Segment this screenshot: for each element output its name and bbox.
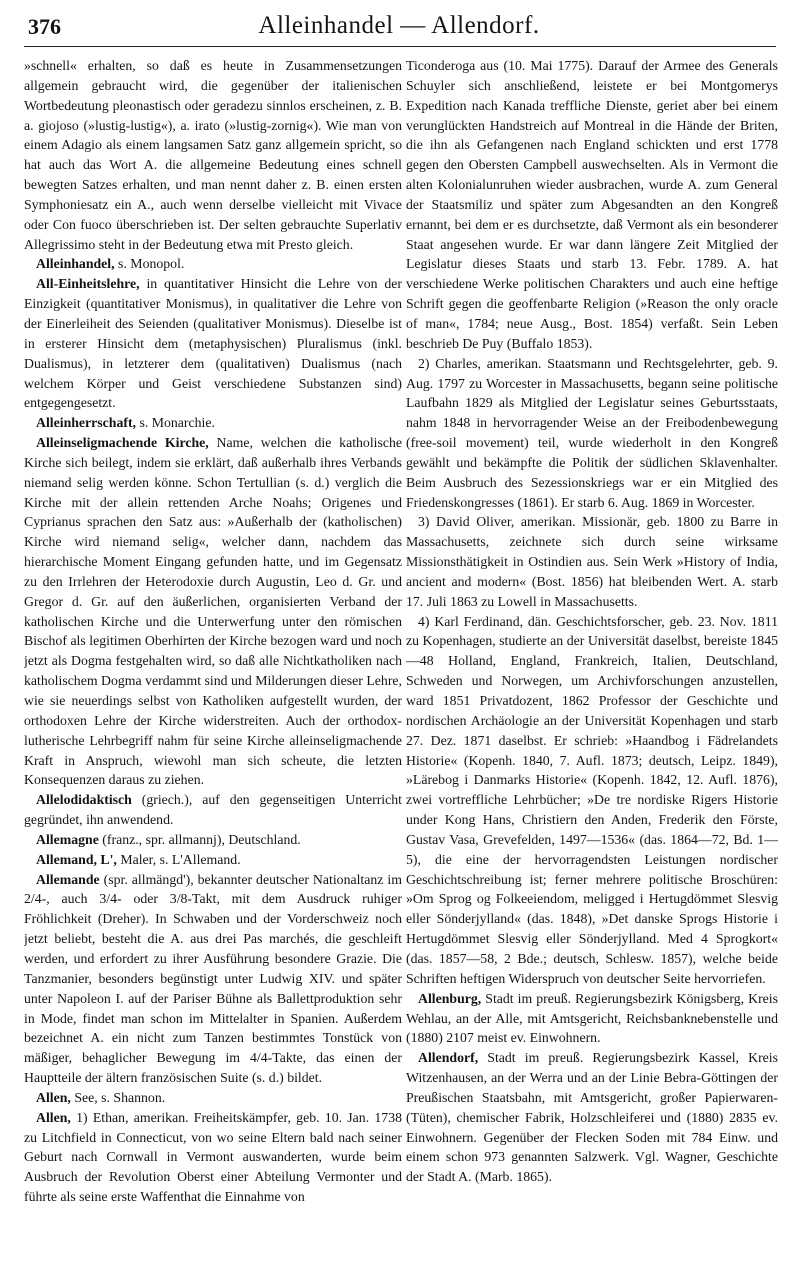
headword: Allelodidaktisch	[36, 792, 132, 808]
headword: Allen,	[36, 1109, 71, 1125]
entry-allelodidaktisch: Allelodidaktisch (griech.), auf den gegenseitigen Unterricht gegründet, ihn anwendend.	[24, 792, 402, 828]
page-number: 376	[28, 14, 61, 39]
entry-continuation: Ticonderoga aus (10. Mai 1775). Darauf der Armee des Generals Schuyler sich anschließend, leistete er bei Montgomerys Expedition nach Kanada treffliche Dienste, geriet aber bei einem verunglückten Handstreich auf Montreal in die Hände der Briten, die ihn als Gefangenen nach England schickten und erst 1778 gegen den Obersten Campbell auswechselten. Als in Vermont die alten Kolonialunruhen wieder ausbrachen, wurde A. zum General der Staatsmiliz und später zum Abgesandten an den Kongreß ernannt, bei dem er es durchsetzte, daß Vermont als ein besonderer Staat angesehen wurde. Er war dann längere Zeit Mitglied der Legislatur dieses Staats und starb 13. Febr. 1789. A. hat verschiedene Werke politischen Charakters und auch eine heftige Schrift gegen die geoffenbarte Religion (»Reason the only oracle of man«, 1784; neue Ausg., Bost. 1854) verfaßt. Sein Leben beschrieb De Puy (Buffalo 1853).	[406, 58, 778, 351]
headword: Alleinherrschaft,	[36, 415, 137, 431]
entry-allemande: Allemande (spr. allmängd'), bekannter deutscher Nationaltanz im 2/4-, auch 3/4- oder 3/8-Takt, mit dem Ausdruck ruhiger Fröhlichkeit (Dreher). In Schwaben und der Vorderschweiz noch jetzt beliebt, besteht die A. aus drei Pas marchés, die geschleift werden, und erfordert zu ihrer Ausführung besondere Grazie. Die Tanzmanier, besonders begünstigt unter Ludwig XIV. und später unter Napoleon I. auf der Pariser Bühne als Ballettproduktion sehr in Mode, findet man schon im Mittelalter in Spanien. Außerdem bezeichnet A. ein nicht zum Tanzen bestimmtes Tonstück von mäßiger, behaglicher Bewegung im 4/4-Takte, das einen der Hauptteile der ältern französischen Suite (s. d.) bildet.	[24, 871, 402, 1086]
headword: Allen,	[36, 1089, 71, 1105]
headword: All-Einheitslehre,	[36, 276, 140, 292]
entry-allen-karl-ferdinand: 4) Karl Ferdinand, dän. Geschichtsforscher, geb. 23. Nov. 1811 zu Kopenhagen, studierte an der Universität daselbst, bereiste 1845—48 Holland, England, Frankreich, Italien, Deutschland, Schweden und Norwegen, um Archivforschungen anzustellen, ward 1851 Privatdozent, 1862 Professor der Geschichte und nordischen Archäologie an der Universität Kopenhagen und starb 27. Dez. 1871 daselbst. Er schrieb: »Haandbog i Fädrelandets Historie« (Kopenh. 1840, 7. Aufl. 1873; deutsch, Leipz. 1849), »Lärebog i Danmarks Historie« (Kopenh. 1842, 12. Aufl. 1876), zwei vortreffliche Lehrbücher; »De tre nordiske Rigers Historie under Kong Hans, Christiern den Anden, Frederik den Förste, Gustav Vasa, Grevefelden, 1497—1536« (das. 1864—72, Bd. 1—5), die eine der hervorragendsten Leistungen nordischer Geschichtschreibung ist; ferner mehrere politische Broschüren: »Om Sprog og Folkeeiendom, meligged i Hertugdömmet Slesvig eller Sönderjylland« (das. 1848), »Det danske Sprogs Historie i Hertugdömmet Slesvig eller Sönderjylland. Med 4 Sprogkort« (das. 1857—58, 2 Bde.; deutsch, Schlesw. 1857), welche beide Schriften heftigen Widerspruch von deutscher Seite hervorriefen.	[406, 613, 778, 986]
headword: Allendorf,	[418, 1050, 479, 1066]
running-title: Alleinhandel — Allendorf.	[258, 12, 540, 39]
entry-continuation: »schnell« erhalten, so daß es heute in Zusammensetzungen allgemein gebraucht wird, die gegenüber der italienischen Wortbedeutung pleonastisch oder geradezu sinnlos erscheinen, z. B. a. giojoso (»lustig-lustig«), a. irato (»lustig-zornig«). Wie man von einem Adagio als einem langsamen Satz ganz allgemein spricht, so hat auch das Wort A. die allgemeine Bedeutung eines schnell bewegten Satzes erhalten, und man nennt daher z. B. einen ersten Symphoniesatz ein A., auch wenn derselbe vielleicht mit Vivace oder Con fuoco überschrieben ist. Der selten gebrauchte Superlativ Allegrissimo steht in der Bedeutung etwa mit Presto gleich.	[24, 58, 402, 252]
entry-allen-ethan: Allen, 1) Ethan, amerikan. Freiheitskämpfer, geb. 10. Jan. 1738 zu Litchfield in Connecticut, von wo seine Eltern bald nach seiner Geburt nach Cornwall in Vermont auswanderten, wurde beim Ausbruch der Revolution Oberst einer Abteilung Vermonter und führte als seine erste Waffenthat die Einnahme von	[24, 1109, 402, 1205]
left-column	[24, 56, 402, 1256]
entry-all-einheitslehre: All-Einheitslehre, in quantitativer Hinsicht die Lehre von der Einzigkeit (quantitativer Monismus), in qualitativer die Lehre von der Einerleiheit des Seienden (qualitativer Monismus). Dieselbe ist in ersterer Hinsicht dem (metaphysischen) Pluralismus (inkl. Dualismus), in letzterer dem (qualitativen) Dualismus (nach welchem Körper und Geist verschiedene Substanzen sind) entgegengesetzt.	[24, 276, 402, 411]
entry-allenburg: Allenburg, Stadt im preuß. Regierungsbezirk Königsberg, Kreis Wehlau, an der Alle, mit Amtsgericht, Reichsbanknebenstelle und (1880) 2107 meist ev. Einwohnern.	[406, 990, 778, 1046]
entry-allen-david-oliver: 3) David Oliver, amerikan. Missionär, geb. 1800 zu Barre in Massachusetts, zeichnete sich durch seine wirksame Missionsthätigkeit in Ostindien aus. Sein Werk »History of India, ancient and modern« (Bost. 1856) hat bleibenden Wert. A. starb 17. Juli 1863 zu Lowell in Massachusetts.	[406, 514, 778, 609]
headword: Alleinhandel,	[36, 256, 115, 272]
entry-alleinherrschaft: Alleinherrschaft, s. Monarchie.	[36, 415, 215, 431]
headword: Allemagne	[36, 831, 99, 847]
entry-allendorf: Allendorf, Stadt im preuß. Regierungsbezirk Kassel, Kreis Witzenhausen, an der Werra und an der Linie Bebra-Göttingen der Preußischen Staatsbahn, mit Amtsgericht, großer Papierwaren- (Tüten), chemischer Fabrik, Holzschleiferei und (1880) 2835 ev. Einwohnern. Gegenüber der Flecken Soden mit 784 Einw. und einem schon 973 genannten Salzwerk. Vgl. Wagner, Geschichte der Stadt A. (Marb. 1865).	[406, 1050, 778, 1185]
entry-allen-see: Allen, See, s. Shannon.	[36, 1089, 166, 1105]
headword: Alleinseligmachende Kirche,	[36, 435, 209, 451]
headword: Allenburg,	[418, 990, 482, 1006]
right-column	[406, 56, 778, 1256]
page-header	[28, 8, 770, 48]
headword: Allemande	[36, 871, 100, 887]
entry-allemagne: Allemagne (franz., spr. allmannj), Deutschland.	[36, 831, 301, 847]
entry-allen-charles: 2) Charles, amerikan. Staatsmann und Rechtsgelehrter, geb. 9. Aug. 1797 zu Worcester in Massachusetts, begann seine politische Laufbahn 1829 als Mitglied der Legislatur seines Geburtsstaats, nahm 1848 in hervorragender Weise an der Freibodenbewegung (free-soil movement) teil, wurde wiederholt in den Kongreß gewählt und bekämpfte die Politik der südlichen Sklavenhalter. Beim Ausbruch des Sezessionskriegs war er ein Mitglied des Friedenskongresses (1861). Er starb 6. Aug. 1869 in Worcester.	[406, 355, 778, 510]
headword: Allemand, L',	[36, 851, 117, 867]
entry-alleinhandel: Alleinhandel, s. Monopol.	[36, 256, 185, 272]
entry-allemand: Allemand, L', Maler, s. L'Allemand.	[36, 851, 241, 867]
header-rule	[24, 46, 776, 47]
entry-alleinseligmachende-kirche: Alleinseligmachende Kirche, Name, welchen die katholische Kirche sich beilegt, indem sie erklärt, daß außerhalb ihres Verbands niemand selig werden könne. Schon Tertullian (s. d.) verglich die Kirche mit der allein rettenden Arche Noahs; Origenes und Cyprianus sprachen den Satz aus: »Außerhalb der (katholischen) Kirche wird niemand selig«, welcher dann, nachdem das hierarchische Moment Eingang gefunden hatte, und im Gegensatz zu den Irrlehren der Heterodoxie durch Augustin, Leo d. Gr. und Gregor d. Gr. auf den äußerlichen, organisierten Verband der katholischen Kirche und die Unterwerfung unter den römischen Bischof als legitimen Oberhirten der Kirche bezogen ward und noch jetzt als Dogma festgehalten wird, so daß alle Nichtkatholiken nach katholischem Dogma verdammt sind und Milderungen dieser Lehre, wie sie neuerdings selbst von Katholiken aufgestellt wurden, der orthodoxen Lehre der Kirche widerstreiten. Auch der orthodox-lutherische Lehrbegriff nahm für seine Kirche alleinseligmachende Kraft in Anspruch, wiewohl man sich scheute, die letzten Konsequenzen daraus zu ziehen.	[24, 435, 402, 788]
